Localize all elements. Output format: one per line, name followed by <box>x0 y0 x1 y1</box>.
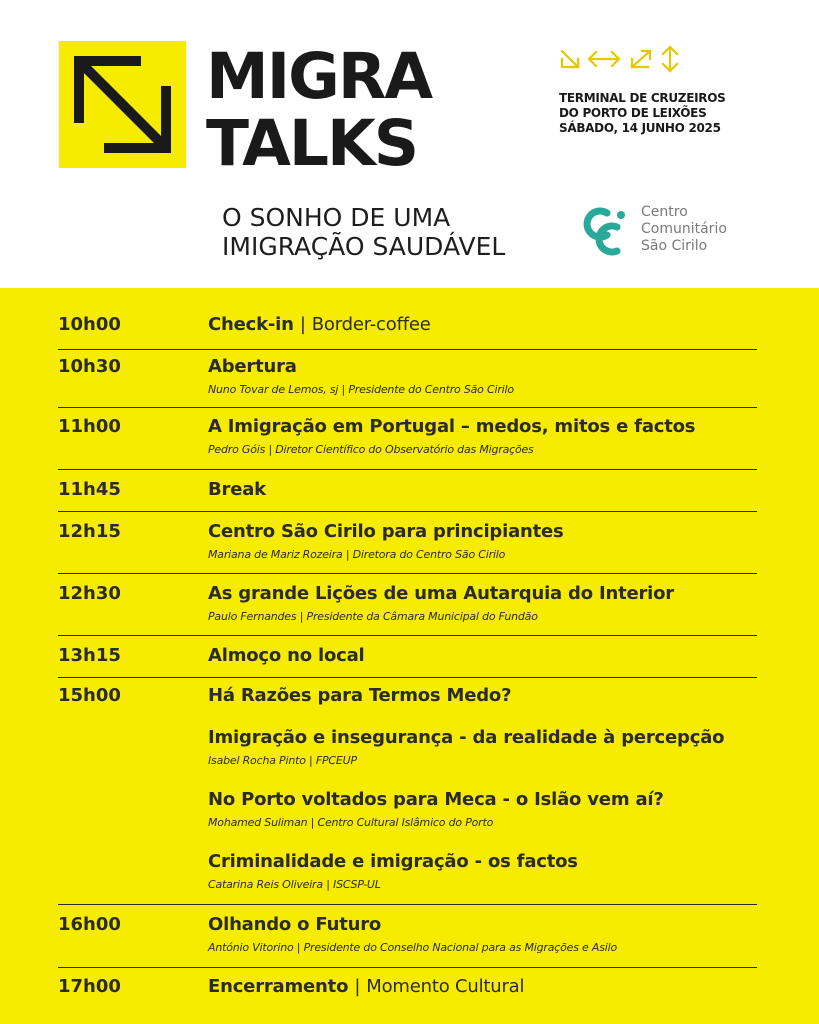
slot-subtitle: Border-coffee <box>311 314 431 335</box>
slot-time: 12h30 <box>58 583 121 604</box>
partner-name <box>641 204 727 255</box>
slot-title: Há Razões para Termos Medo? <box>208 685 512 706</box>
subtitle-line-1: O SONHO DE UMA <box>222 203 451 232</box>
poster-header <box>0 0 819 288</box>
diagonal-arrow-icon <box>59 41 186 168</box>
schedule-row-autarquia <box>58 574 757 636</box>
venue-line-1: TERMINAL DE CRUZEIROS <box>559 91 726 105</box>
schedule-row-imigracao-portugal <box>58 408 757 470</box>
partner-line-1: Centro <box>641 204 688 220</box>
partner-line-3: São Cirilo <box>641 238 708 254</box>
centro-sao-cirilo-logo-icon <box>577 205 633 263</box>
venue-line-2: DO PORTO DE LEIXÕES <box>559 106 707 120</box>
slot-time: 10h00 <box>58 314 121 335</box>
talk-speaker: Mohamed Suliman | Centro Cultural Islâmico do Porto <box>208 816 494 829</box>
slot-title-line <box>208 314 431 335</box>
slot-title: Abertura <box>208 356 297 377</box>
slot-time: 11h00 <box>58 416 121 437</box>
partner-line-2: Comunitário <box>641 221 727 237</box>
schedule-row-abertura <box>58 350 757 408</box>
slot-title-line <box>208 976 524 997</box>
venue-info <box>559 91 725 136</box>
slot-title: Encerramento <box>208 976 349 997</box>
talk-speaker: Isabel Rocha Pinto | FPCEUP <box>208 754 357 767</box>
slot-time: 16h00 <box>58 914 121 935</box>
schedule-panel <box>0 288 819 1024</box>
schedule-row-encerramento <box>58 968 757 1016</box>
slot-time: 11h45 <box>58 479 121 500</box>
schedule-row-break <box>58 470 757 512</box>
slot-title: Break <box>208 479 266 500</box>
direction-arrows-icon <box>558 45 684 77</box>
event-date: SÁBADO, 14 JUNHO 2025 <box>559 121 721 135</box>
slot-time: 13h15 <box>58 645 121 666</box>
slot-title: Olhando o Futuro <box>208 914 382 935</box>
slot-speaker: Paulo Fernandes | Presidente da Câmara Municipal do Fundão <box>208 610 538 623</box>
schedule-row-razoes-medo <box>58 678 757 905</box>
slot-title: Almoço no local <box>208 645 365 666</box>
slot-time: 10h30 <box>58 356 121 377</box>
schedule-row-checkin <box>58 288 757 350</box>
slot-separator: | <box>299 314 306 335</box>
slot-speaker: António Vitorino | Presidente do Conselho Nacional para as Migrações e Asilo <box>208 941 617 954</box>
schedule-row-almoco <box>58 636 757 678</box>
slot-time: 12h15 <box>58 521 121 542</box>
slot-separator: | <box>354 976 361 997</box>
slot-title: A Imigração em Portugal – medos, mitos e factos <box>208 416 696 437</box>
migra-talks-logo <box>59 41 186 168</box>
talk-title: Imigração e insegurança - da realidade à percepção <box>208 727 725 748</box>
title-talks: TALKS <box>206 107 418 180</box>
slot-subtitle: Momento Cultural <box>366 976 525 997</box>
slot-speaker: Mariana de Mariz Rozeira | Diretora do Centro São Cirilo <box>208 548 506 561</box>
slot-time: 15h00 <box>58 685 121 706</box>
slot-speaker: Pedro Góis | Diretor Científico do Observatório das Migrações <box>208 443 534 456</box>
talk-speaker: Catarina Reis Oliveira | ISCSP-UL <box>208 878 381 891</box>
schedule-row-centro-principiantes <box>58 512 757 574</box>
slot-time: 17h00 <box>58 976 121 997</box>
talk-title: No Porto voltados para Meca - o Islão vem aí? <box>208 789 664 810</box>
talk-title: Criminalidade e imigração - os factos <box>208 851 578 872</box>
slot-title: As grande Lições de uma Autarquia do Interior <box>208 583 674 604</box>
schedule-row-futuro <box>58 905 757 968</box>
slot-title: Centro São Cirilo para principiantes <box>208 521 564 542</box>
subtitle-line-2: IMIGRAÇÃO SAUDÁVEL <box>222 232 506 261</box>
title-migra: MIGRA <box>206 40 432 113</box>
slot-title: Check-in <box>208 314 294 335</box>
slot-speaker: Nuno Tovar de Lemos, sj | Presidente do Centro São Cirilo <box>208 383 514 396</box>
